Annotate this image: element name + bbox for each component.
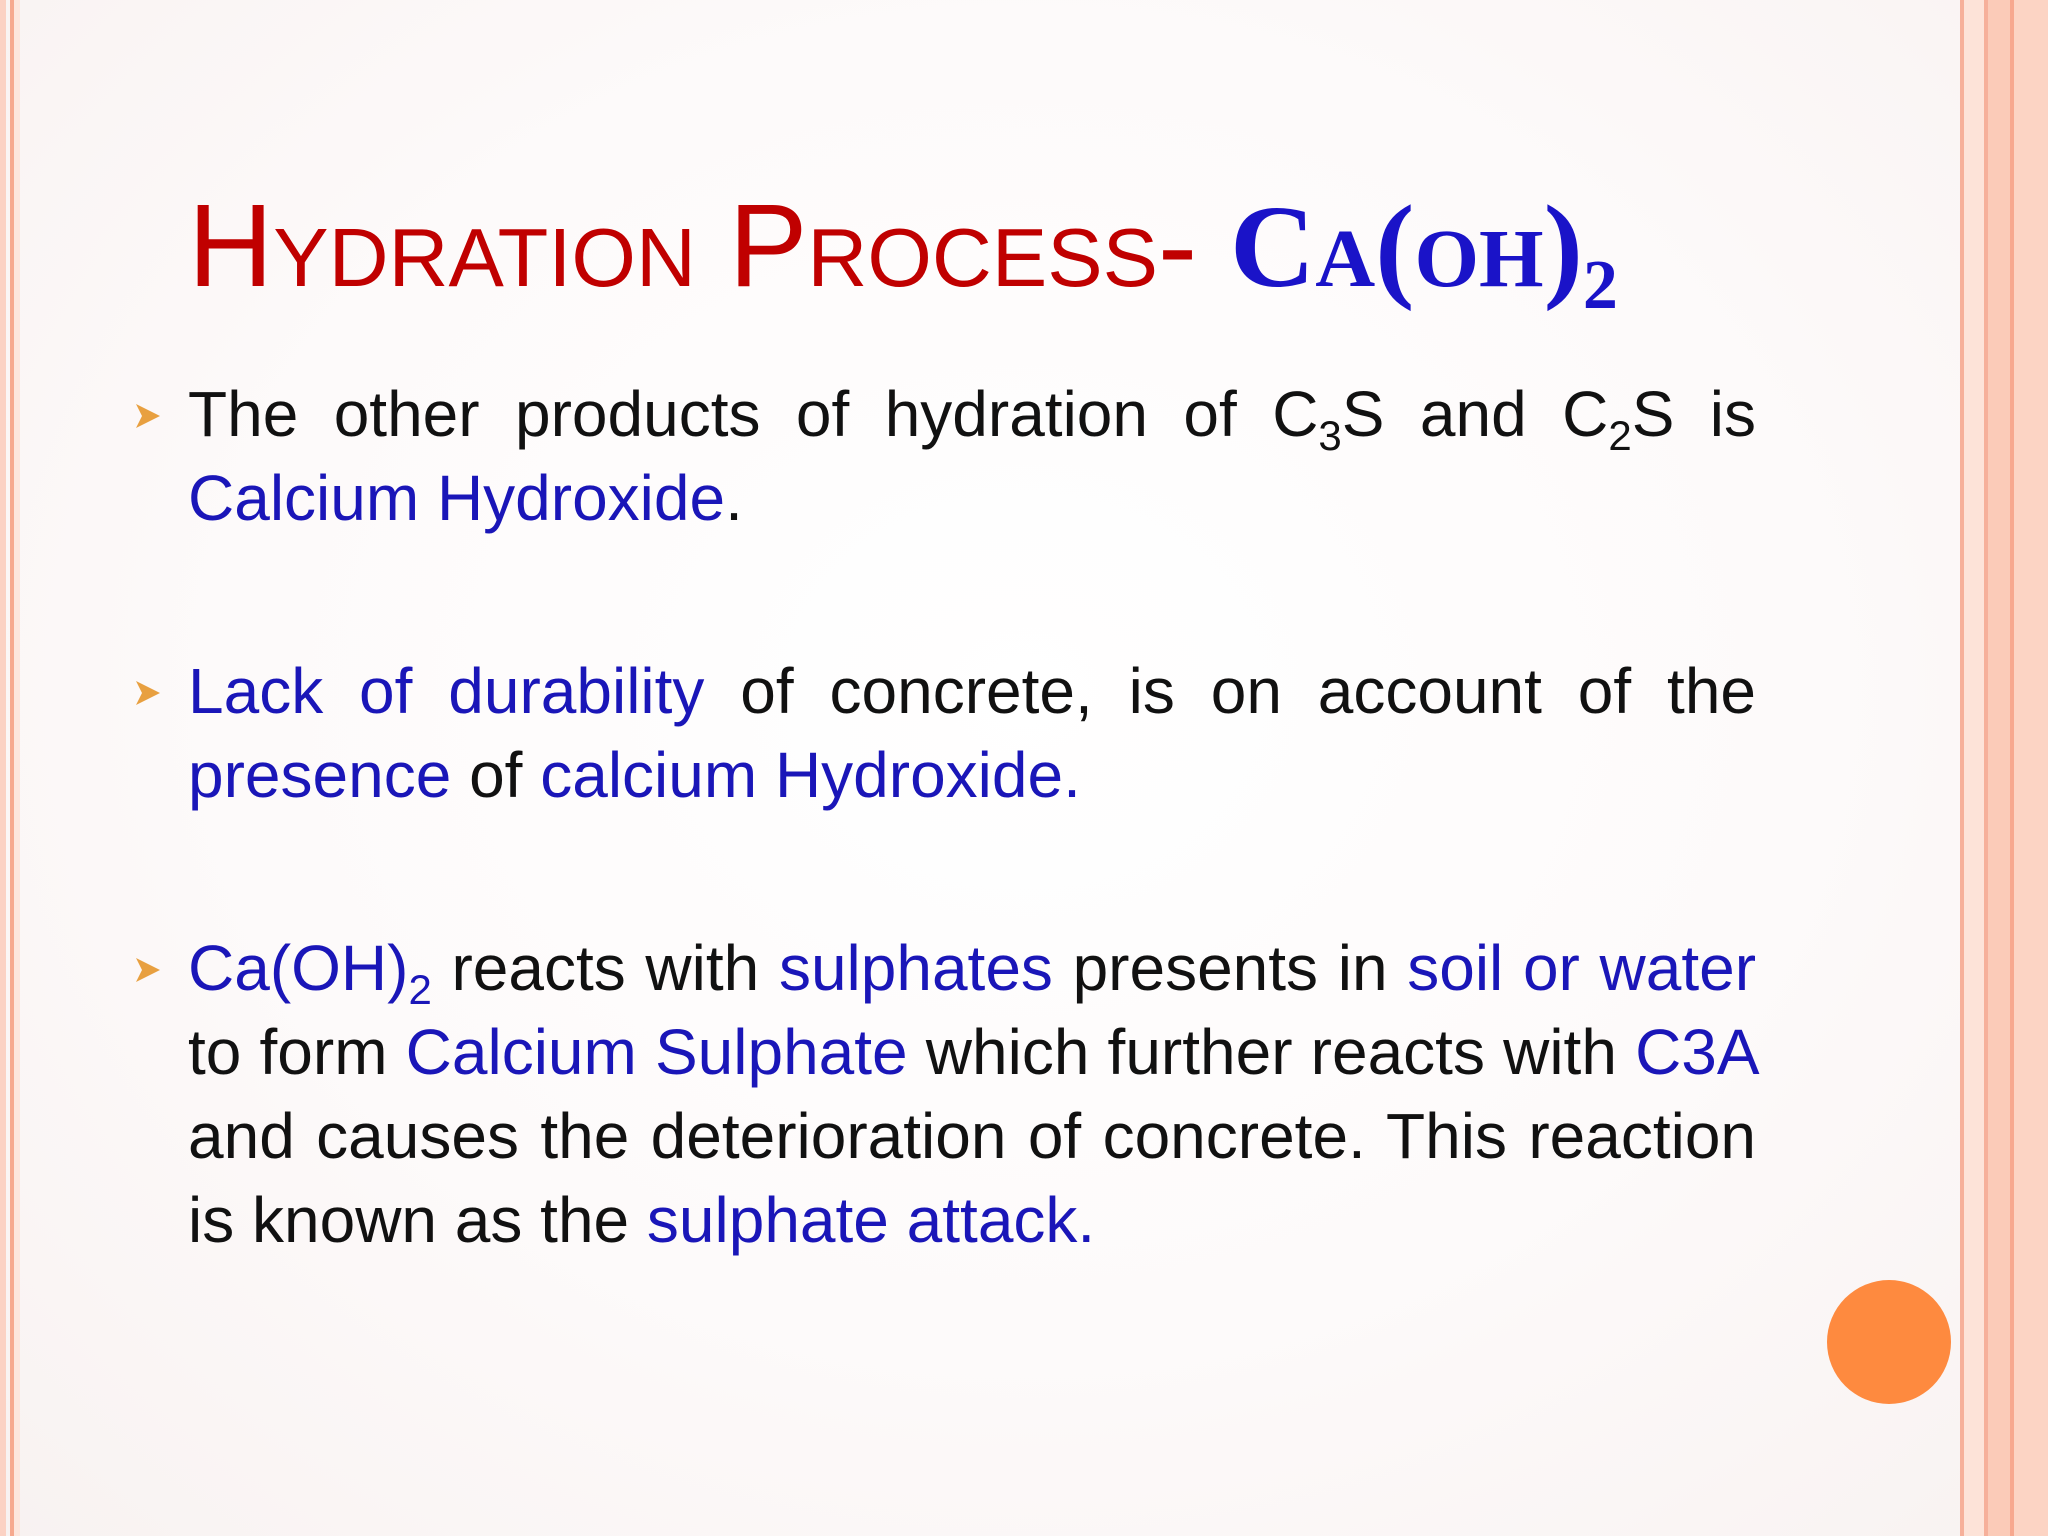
text-run: presents in <box>1052 932 1408 1004</box>
text-run: C3A <box>1635 1016 1757 1088</box>
text-run: of concrete, is on account of the <box>704 655 1757 727</box>
text-run: reacts with <box>431 932 779 1004</box>
text-run: Lack of durability <box>188 655 705 727</box>
bullet-text <box>188 649 1756 817</box>
bullet-list <box>130 372 1756 1262</box>
bullet-text <box>188 372 1756 540</box>
chevron-right-icon <box>130 950 170 990</box>
text-run: which further reacts with <box>907 1016 1636 1088</box>
bullet-item <box>130 649 1756 817</box>
text-run: sulphate attack. <box>646 1184 1096 1256</box>
bullet-item <box>130 372 1756 540</box>
text-run: presence <box>188 739 452 811</box>
title-formula <box>1230 181 1618 324</box>
text-run: soil or water <box>1407 932 1757 1004</box>
bullet-item <box>130 926 1756 1262</box>
text-run: of <box>451 739 541 811</box>
title-text: Hydration Process- <box>188 180 1198 312</box>
text-run: . <box>725 462 743 534</box>
text-run: Calcium Hydroxide <box>188 462 726 534</box>
text-run: sulphates <box>778 932 1053 1004</box>
left-border-inner <box>14 0 20 1536</box>
chevron-right-icon <box>130 673 170 713</box>
text-run: and causes the deterioration of concrete. This reaction is known as the <box>188 1100 1756 1256</box>
title-formula-subscript: 2 <box>1582 247 1618 324</box>
right-border-band <box>1964 0 1984 1536</box>
bullet-text <box>188 926 1756 1262</box>
text-run: Ca(OH) <box>188 932 409 1004</box>
text-run: S and C <box>1341 378 1609 450</box>
subscript-text: 2 <box>408 966 432 1013</box>
text-run: calcium Hydroxide. <box>540 739 1081 811</box>
left-border-outer <box>0 0 6 1536</box>
chevron-right-icon <box>130 396 170 436</box>
title-formula-base: Ca(oh) <box>1230 181 1583 312</box>
text-run: The other products of hydration of C <box>188 378 1319 450</box>
text-run: S is <box>1631 378 1757 450</box>
orange-circle-decoration <box>1827 1280 1951 1404</box>
right-border-wide <box>1988 0 2010 1536</box>
text-run: to form <box>188 1016 406 1088</box>
right-border-outer <box>2014 0 2048 1536</box>
subscript-text: 3 <box>1318 412 1342 459</box>
subscript-text: 2 <box>1608 412 1632 459</box>
text-run: Calcium Sulphate <box>405 1016 908 1088</box>
slide-title <box>188 176 1748 324</box>
